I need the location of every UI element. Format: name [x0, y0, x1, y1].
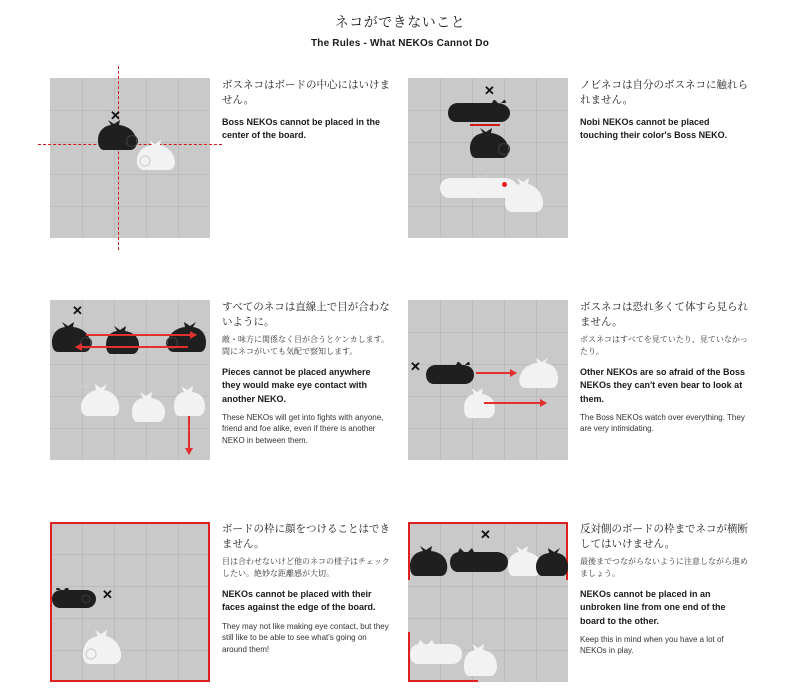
rule-en-sub: They may not like making eye contact, but they still like to be able to see what's going on around them! — [222, 621, 389, 654]
cat-piece-white-lower-left — [76, 384, 120, 416]
page-title-en: The Rules - What NEKOs Cannot Do — [310, 38, 490, 49]
x-marker-icon: ✕ — [480, 527, 491, 542]
rule-jp-main: 反対側のボードの枠までネコが横断してはいけません。 — [580, 523, 748, 551]
rule-en-main: NEKOs cannot be placed with their faces against the edge of the board. — [222, 589, 376, 613]
cat-piece-boss-black — [470, 128, 514, 158]
rule-jp-sub: 目は合わせないけど他のネコの様子はチェックしたい。絶妙な距離感が大切。 — [222, 557, 390, 579]
rule-jp-main: ボードの枠に顔をつけることはできません。 — [222, 523, 390, 551]
cat-piece-white — [504, 178, 544, 212]
rule-jp-sub: 敵・味方に関係なく目が合うとケンカします。間にネコがいても気配で察知します。 — [222, 335, 389, 357]
rule-jp-main: ノビネコは自分のボスネコに触れられません。 — [580, 79, 748, 107]
cat-piece-black-left — [52, 322, 96, 352]
rule-en-main: Boss NEKOs cannot be placed in the center of the board. — [222, 117, 381, 141]
rule-jp-sub: ボスネコはすべてを見ていたり、見ていなかったり。 — [580, 335, 748, 357]
cat-piece-nobi-black — [450, 548, 508, 572]
cat-piece-boss-white — [516, 358, 558, 388]
cat-piece-white-lower-middle — [132, 392, 166, 422]
x-marker-icon: ✕ — [410, 359, 421, 374]
rule-cell-look-at-boss — [400, 300, 800, 460]
rule-en-main: Other NEKOs are so afraid of the Boss NEKOs they can't even bear to look at them. — [580, 367, 746, 404]
rule-en-sub: These NEKOs will get into fights with anyone, friend and foe alike, even if there is another NEKO in between them. — [222, 412, 384, 445]
rule-en-main: Pieces cannot be placed anywhere they would make eye contact with another NEKO. — [222, 367, 371, 404]
rule-text-face-edge — [210, 522, 396, 682]
page-header — [0, 0, 800, 49]
cat-piece-nobi-black — [426, 362, 474, 384]
contact-point-marker — [502, 182, 507, 187]
cat-piece-nobi-white — [410, 640, 462, 664]
board-edge-highlight-bottom — [50, 680, 210, 682]
cat-piece-black-1 — [410, 546, 450, 576]
board-edge-highlight-top — [408, 522, 568, 524]
rule-jp-main: ボスネコはボードの中心にはいけません。 — [222, 79, 390, 107]
cat-piece-white-2 — [464, 644, 498, 676]
x-marker-icon: ✕ — [110, 108, 121, 123]
red-underline-marker — [470, 124, 500, 126]
rule-jp-sub: 最後までつながらないように注意しながら進めましょう。 — [580, 557, 748, 579]
board-gridlines — [50, 78, 210, 238]
board-edge-highlight-bottom — [408, 680, 478, 682]
cat-piece-black-2 — [536, 548, 568, 576]
rules-grid — [0, 78, 800, 682]
board-diagram-center — [50, 78, 210, 238]
rule-text-look-at-boss — [568, 300, 754, 460]
rule-text-unbroken-line — [568, 522, 754, 682]
center-line-vertical — [118, 66, 119, 250]
rule-en-main: Nobi NEKOs cannot be placed touching their color's Boss NEKO. — [580, 117, 728, 141]
rule-cell-touch-boss — [400, 78, 800, 238]
rule-en-sub: The Boss NEKOs watch over everything. They are very intimidating. — [580, 412, 745, 434]
rule-jp-main: すべてのネコは直線上で目が合わないように。 — [222, 301, 390, 329]
board-diagram-look-at-boss — [408, 300, 568, 460]
rule-cell-center — [0, 78, 400, 238]
cat-piece-white-lower-right — [174, 386, 206, 416]
cat-piece-white — [82, 630, 122, 664]
rule-row — [0, 522, 800, 682]
rule-text-eye-contact — [210, 300, 396, 460]
rule-cell-eye-contact — [0, 300, 400, 460]
board-edge-highlight-right — [208, 522, 210, 682]
page-title-jp: ネコができないこと — [334, 14, 466, 30]
x-marker-icon: ✕ — [484, 83, 495, 98]
rule-jp-main: ボスネコは恐れ多くて体すら見られません。 — [580, 301, 748, 329]
x-marker-icon: ✕ — [72, 303, 83, 318]
board-diagram-unbroken-line — [408, 522, 568, 682]
cat-piece-black-middle — [106, 326, 140, 354]
cat-piece-white — [136, 140, 176, 170]
rule-row — [0, 300, 800, 460]
cat-piece-nobi-black — [448, 100, 510, 122]
rule-row — [0, 78, 800, 238]
cat-piece-black-right — [162, 322, 206, 352]
board-diagram-face-edge — [50, 522, 210, 682]
board-diagram-eye-contact — [50, 300, 210, 460]
board-diagram-touch-boss — [408, 78, 568, 238]
rule-text-center — [210, 78, 396, 238]
rule-en-sub: Keep this in mind when you have a lot of NEKOs in play. — [580, 634, 724, 656]
rule-cell-unbroken-line — [400, 522, 800, 682]
x-marker-icon: ✕ — [102, 587, 113, 602]
rule-cell-face-edge — [0, 522, 400, 682]
cat-piece-nobi-black — [52, 588, 96, 608]
rule-en-main: NEKOs cannot be placed in an unbroken line from one end of the board to the other. — [580, 589, 726, 626]
rule-text-touch-boss — [568, 78, 754, 238]
board-edge-highlight-top — [50, 522, 210, 524]
